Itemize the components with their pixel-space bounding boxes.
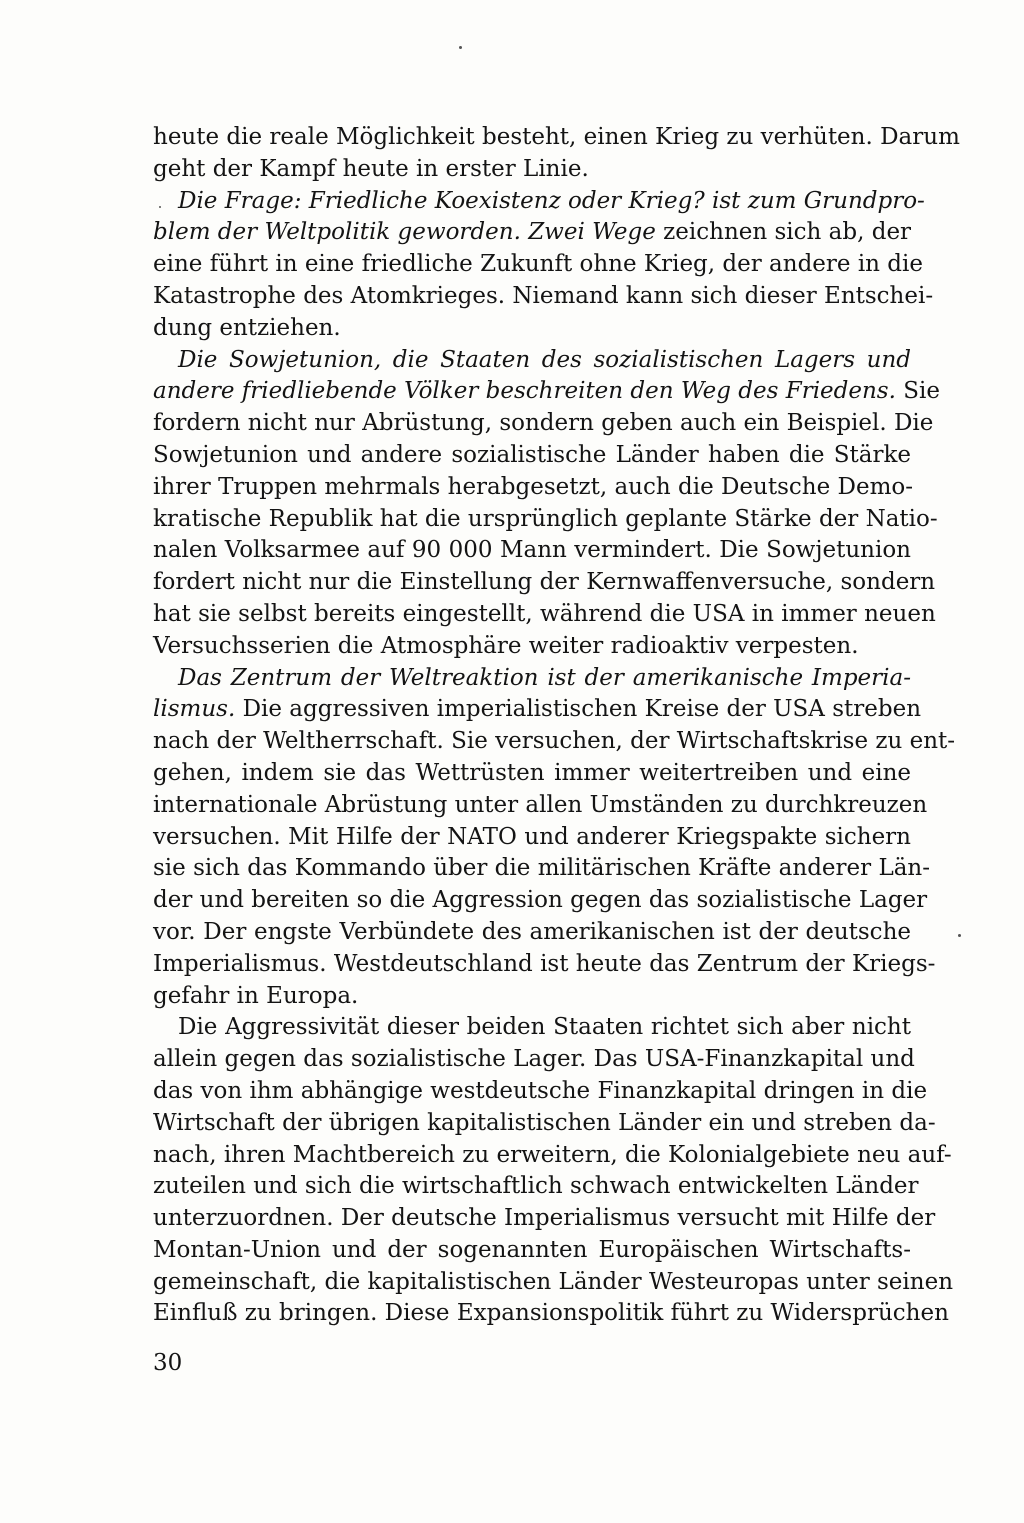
text-line: fordert nicht nur die Einstellung der Kernwaffenversuche, sondern (153, 569, 936, 596)
text-line: unterzuordnen. Der deutsche Imperialismus versucht mit Hilfe der (153, 1205, 936, 1232)
dust-speck (159, 206, 161, 208)
text-line: nalen Volksarmee auf 90 000 Mann vermindert. Die Sowjetunion (153, 537, 911, 564)
text-line: Einfluß zu bringen. Diese Expansionspolitik führt zu Widersprüchen (153, 1300, 949, 1327)
text-line: heute die reale Möglichkeit besteht, einen Krieg zu verhüten. Darum (153, 124, 960, 150)
text-line: fordern nicht nur Abrüstung, sondern geben auch ein Beispiel. Die (153, 410, 934, 437)
text-line: ihrer Truppen mehrmals herabgesetzt, auch die Deutsche Demo- (153, 473, 913, 500)
text-line: gehen, indem sie das Wettrüsten immer weitertreiben und eine (153, 759, 911, 786)
text-line: gefahr in Europa. (153, 982, 359, 1009)
text-line: allein gegen das sozialistische Lager. Das USA-Finanzkapital und (153, 1046, 915, 1073)
text-line: blem der Weltpolitik geworden. Zwei Wege zeichnen sich ab, der (153, 219, 912, 246)
text-line: sie sich das Kommando über die militärischen Kräfte anderer Län- (153, 855, 931, 882)
text-line: kratische Republik hat die ursprünglich geplante Stärke der Natio- (153, 505, 938, 532)
text-line: Die Frage: Friedliche Koexistenz oder Krieg? ist zum Grundpro- (178, 187, 925, 214)
text-line: Die Aggressivität dieser beiden Staaten richtet sich aber nicht (178, 1014, 911, 1041)
text-line: das von ihm abhängige westdeutsche Finanzkapital dringen in die (153, 1077, 928, 1104)
text-line: Imperialismus. Westdeutschland ist heute das Zentrum der Kriegs- (153, 950, 936, 977)
text-line: Das Zentrum der Weltreaktion ist der amerikanische Imperia- (178, 664, 911, 691)
text-line: hat sie selbst bereits eingestellt, während die USA in immer neuen (153, 600, 936, 627)
text-line: internationale Abrüstung unter allen Umständen zu durchkreuzen (153, 791, 928, 818)
dust-speck (459, 46, 462, 49)
text-line: nach, ihren Machtbereich zu erweitern, die Kolonialgebiete neu auf- (153, 1141, 952, 1168)
page-text (153, 122, 960, 1330)
text-line: Katastrophe des Atomkrieges. Niemand kann sich dieser Entschei- (153, 282, 934, 309)
text-line: Wirtschaft der übrigen kapitalistischen Länder ein und streben da- (153, 1109, 936, 1136)
text-line: Die Sowjetunion, die Staaten des sozialistischen Lagers und (178, 346, 911, 373)
text-line: dung entziehen. (153, 314, 341, 341)
text-line: gemeinschaft, die kapitalistischen Länder Westeuropas unter seinen (153, 1268, 954, 1295)
page-number: 30 (153, 1350, 183, 1376)
text-line: eine führt in eine friedliche Zukunft ohne Krieg, der andere in die (153, 251, 923, 278)
text-line: Versuchsserien die Atmosphäre weiter radioaktiv verpesten. (153, 632, 859, 659)
text-line: andere friedliebende Völker beschreiten den Weg des Friedens. Sie (153, 378, 940, 405)
text-line: Sowjetunion und andere sozialistische Länder haben die Stärke (153, 441, 911, 468)
text-line: zuteilen und sich die wirtschaftlich schwach entwickelten Länder (153, 1173, 919, 1200)
text-line: versuchen. Mit Hilfe der NATO und anderer Kriegspakte sichern (153, 823, 911, 850)
text-line: vor. Der engste Verbündete des amerikanischen ist der deutsche (153, 918, 911, 945)
dust-speck (958, 934, 961, 937)
text-line: der und bereiten so die Aggression gegen das sozialistische Lager (153, 887, 928, 914)
text-line: geht der Kampf heute in erster Linie. (153, 155, 589, 182)
text-line: Montan-Union und der sogenannten Europäischen Wirtschafts- (153, 1236, 911, 1263)
text-line: lismus. Die aggressiven imperialistischen Kreise der USA streben (153, 696, 922, 723)
text-line: nach der Weltherrschaft. Sie versuchen, der Wirtschaftskrise zu ent- (153, 728, 956, 755)
